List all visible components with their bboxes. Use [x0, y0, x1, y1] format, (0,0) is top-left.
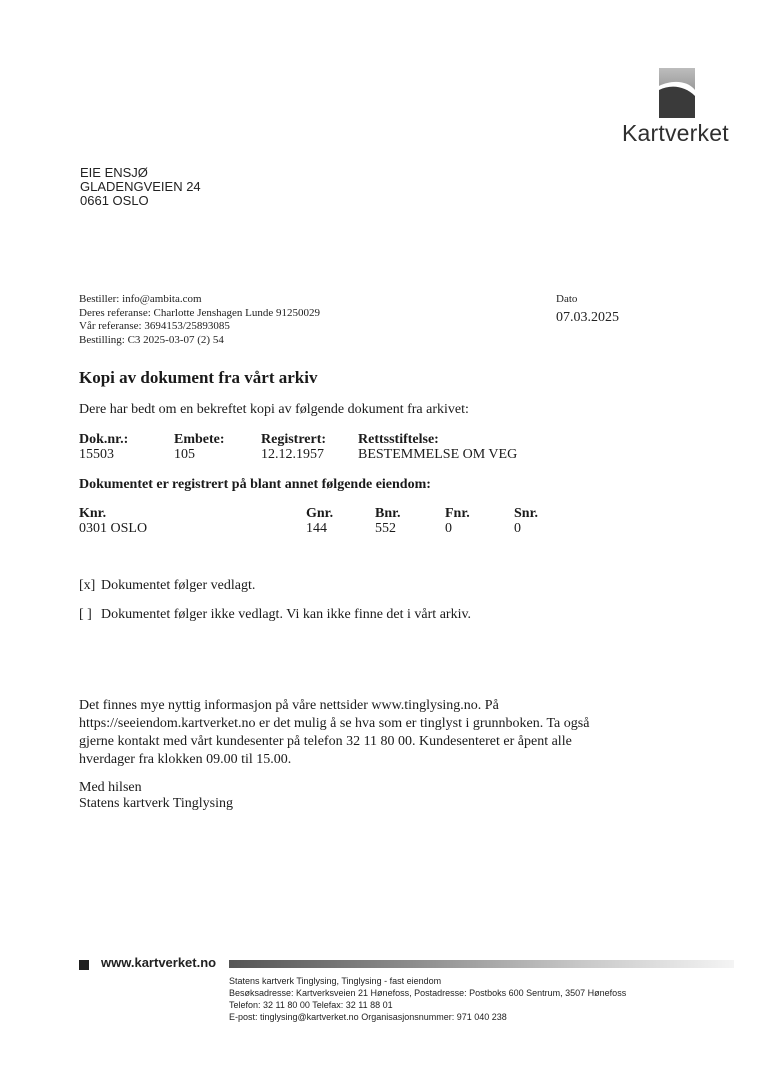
- municipality-value: 0301 OSLO: [79, 521, 148, 536]
- footer-website: www.kartverket.no: [101, 955, 217, 970]
- not-attached-option: [79, 607, 471, 623]
- municipality-header: Knr.: [79, 506, 107, 521]
- bnr-header: Bnr.: [375, 506, 401, 521]
- orderer-line: Bestiller: info@ambita.com: [79, 293, 202, 305]
- footer-bullet: [79, 960, 89, 970]
- logo-wordmark: Kartverket: [622, 120, 729, 146]
- bnr-value: 552: [375, 521, 396, 536]
- closing-signature: [79, 780, 233, 812]
- snr-value: 0: [514, 521, 521, 536]
- footer-contact-info: [229, 975, 626, 1023]
- registered-value: 12.12.1957: [261, 447, 324, 462]
- date-label: Dato: [556, 293, 578, 305]
- office-value: 105: [174, 447, 195, 462]
- our-reference-line: Vår referanse: 3694153/25893085: [79, 320, 230, 332]
- info-line: https://seeiendom.kartverket.no er det mulig å se hva som er tinglyst i grunnboken. Ta også: [79, 716, 590, 731]
- gnr-header: Gnr.: [306, 506, 334, 521]
- info-line: Det finnes mye nyttig informasjon på våre nettsider www.tinglysing.no. På: [79, 698, 499, 713]
- document-heading: Kopi av dokument fra vårt arkiv: [79, 368, 318, 387]
- info-line: hverdager fra klokken 09.00 til 15.00.: [79, 752, 292, 767]
- attached-option: [79, 578, 255, 594]
- closing-sender: Statens kartverk Tinglysing: [79, 796, 234, 811]
- intro-text: Dere har bedt om en bekreftet kopi av følgende dokument fra arkivet:: [79, 402, 469, 417]
- date-block: [556, 293, 619, 327]
- reference-block: [79, 293, 320, 347]
- kartverket-logo: [622, 66, 734, 150]
- attached-label: Dokumentet følger vedlagt.: [101, 578, 256, 593]
- right-type-header: Rettsstiftelse:: [358, 432, 439, 447]
- right-type-value: BESTEMMELSE OM VEG: [358, 447, 518, 462]
- property-heading: Dokumentet er registrert på blant annet følgende eiendom:: [79, 477, 431, 492]
- info-paragraph: [79, 697, 639, 769]
- document-table: [0, 432, 768, 464]
- not-attached-checkbox: [ ]: [79, 607, 92, 622]
- property-table: [0, 506, 768, 538]
- fnr-value: 0: [445, 521, 452, 536]
- info-line: gjerne kontakt med vårt kundesenter på telefon 32 11 80 00. Kundesenteret er åpent alle: [79, 734, 572, 749]
- footer-line: Telefon: 32 11 80 00 Telefax: 32 11 88 01: [229, 1000, 393, 1010]
- registered-header: Registrert:: [261, 432, 327, 447]
- footer-line: E-post: tinglysing@kartverket.no Organisasjonsnummer: 971 040 238: [229, 1012, 507, 1022]
- date-value: 07.03.2025: [556, 310, 619, 325]
- fnr-header: Fnr.: [445, 506, 470, 521]
- closing-greeting: Med hilsen: [79, 780, 142, 795]
- recipient-address: [80, 166, 201, 208]
- recipient-line: 0661 OSLO: [80, 193, 149, 208]
- footer-line: Besøksadresse: Kartverksveien 21 Hønefoss, Postadresse: Postboks 600 Sentrum, 3507 Hønefoss: [229, 988, 627, 998]
- snr-header: Snr.: [514, 506, 539, 521]
- not-attached-label: Dokumentet følger ikke vedlagt. Vi kan ikke finne det i vårt arkiv.: [101, 607, 472, 622]
- footer-gradient-bar: [229, 960, 734, 968]
- attached-checkbox: [x]: [79, 578, 96, 593]
- doc-number-header: Dok.nr.:: [79, 432, 129, 447]
- office-header: Embete:: [174, 432, 225, 447]
- footer-line: Statens kartverk Tinglysing, Tinglysing - fast eiendom: [229, 976, 442, 986]
- your-reference-line: Deres referanse: Charlotte Jenshagen Lunde 91250029: [79, 306, 321, 319]
- order-line: Bestilling: C3 2025-03-07 (2) 54: [79, 333, 224, 346]
- recipient-line: GLADENGVEIEN 24: [80, 179, 201, 194]
- recipient-line: EIE ENSJØ: [80, 165, 148, 180]
- doc-number-value: 15503: [79, 447, 114, 462]
- gnr-value: 144: [306, 521, 327, 536]
- kartverket-logo-mark-icon: [657, 66, 697, 118]
